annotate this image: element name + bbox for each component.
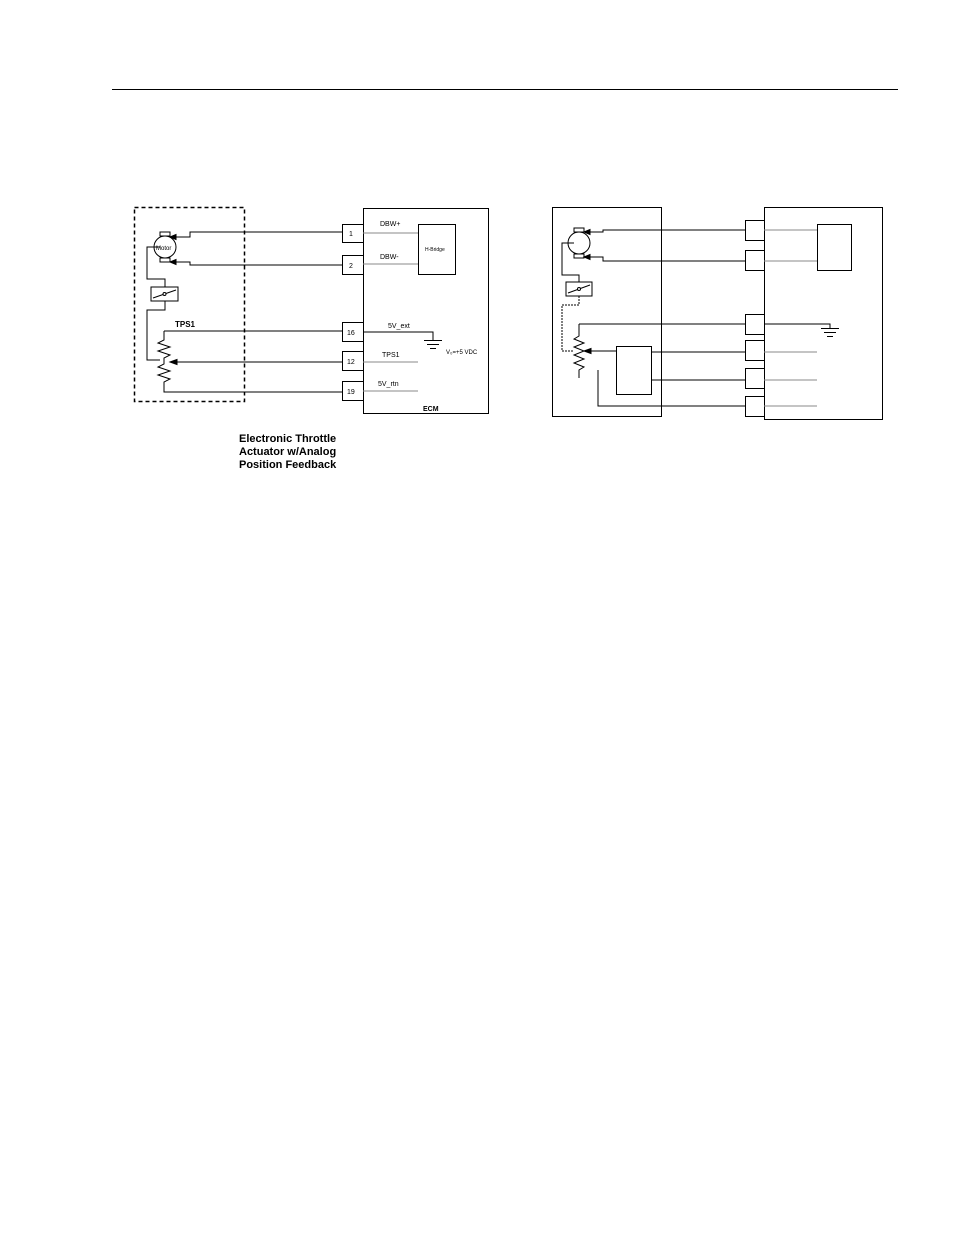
pin-number: 12 (347, 359, 355, 366)
diagram-caption (239, 433, 336, 472)
motor-wires (170, 232, 342, 265)
throttle-wiring-diagram-analog (120, 195, 500, 425)
hbridge-label: H-Bridge (425, 247, 445, 253)
tps-potentiometer (158, 331, 342, 392)
caption-line: Actuator w/Analog (239, 446, 337, 458)
motor-label: Motor (156, 246, 172, 252)
ecm-box-right (765, 208, 883, 420)
signal-label-5v-ext: 5V_ext (388, 323, 410, 330)
pin-number: 1 (349, 231, 353, 238)
sensor-box-right (617, 347, 652, 395)
ground-symbol (363, 332, 442, 349)
pin-1 (343, 225, 364, 243)
potentiometer-right (574, 324, 745, 406)
throttle-wiring-diagram-digital (545, 200, 890, 428)
signal-label-dbw-minus: DBW- (380, 254, 399, 261)
ground-symbol-right (764, 324, 839, 337)
vref-label: V₀=+5 VDC (446, 350, 478, 356)
pin-2 (343, 256, 364, 275)
caption-line: Position Feedback (239, 459, 337, 471)
pin-16 (343, 323, 364, 342)
signal-label-dbw-plus: DBW+ (380, 221, 401, 228)
pin-number: 19 (347, 389, 355, 396)
ecm-label: ECM (423, 406, 439, 413)
caption-line: Electronic Throttle (239, 433, 337, 445)
signal-label-5v-rtn: 5V_rtn (378, 381, 399, 388)
header-rule (112, 89, 898, 90)
ecm-internal-lines-right (764, 230, 817, 406)
pin-19 (343, 382, 364, 401)
driver-box-right (818, 225, 852, 271)
actuator-internal-wiring (147, 247, 178, 360)
pin-12 (343, 352, 364, 371)
pin-number: 2 (349, 263, 353, 270)
signal-label-tps1: TPS1 (382, 352, 400, 359)
tps-label: TPS1 (175, 320, 196, 329)
pin-boxes-right (746, 221, 765, 417)
pin-number: 16 (347, 330, 355, 337)
